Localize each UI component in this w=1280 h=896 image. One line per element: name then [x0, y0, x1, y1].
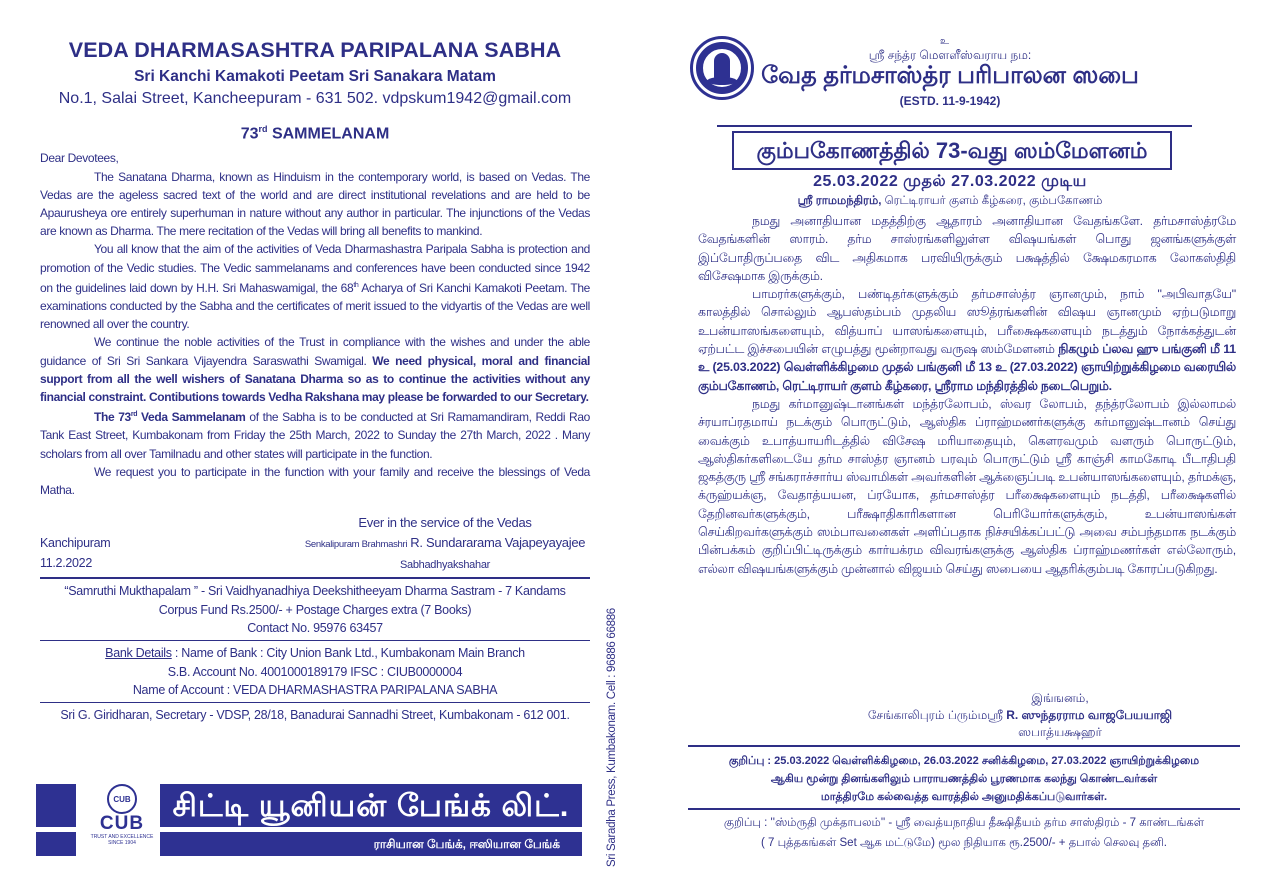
cub-wordmark: CUB [99, 813, 145, 834]
bank-details [40, 641, 590, 702]
para4-heading [94, 410, 245, 424]
note-attendance [688, 752, 1240, 806]
note1-line: குறிப்பு : 25.03.2022 வெள்ளிக்கிழமை, 26.03.2022 சனிக்கிழமை, 27.03.2022 ஞாயிற்றுக்கிழமை [728, 755, 1200, 767]
para3-appeal: We need physical, moral and financial support from all the well wishers of Sanatana Dharma so as to continue the activities without any financial constraint. Contibutions towards Vedha Rakshana may please be forwarded to our Secretary. [40, 353, 591, 404]
book-line: “Samruthi Mukthapalam ” - Sri Vaidhyanadhiya Deekshitheeyam Dharma Sastram - 7 Kandams [64, 584, 566, 599]
cub-emblem-icon: CUB [107, 784, 137, 814]
bank-name-tamil: சிட்டி யூனியன் பேங்க் லிட். [160, 784, 582, 827]
note2-line: குறிப்பு : ''ஸ்ம்ருதி முக்தாபலம்'' - ஸ்ரீ வைத்யநாதிய தீக்ஷிதீயம் தர்ம சாஸ்திரம் - 7 காண்டங்கள் [723, 817, 1205, 829]
org-address: No.1, Salai Street, Kancheepuram - 631 502. vdpskum1942@gmail.com [58, 90, 572, 107]
service-line: Ever in the service of the Vedas [358, 515, 532, 531]
para2-event-details: நிகழும் ப்லவ ஹு பங்குனி மீ 11 உ (25.03.2022) வெள்ளிக்கிழமை முதல் பங்குனி மீ 13 உ (27.03.2022) ஞாயிற்றுக்கிழமை வரையில் கும்பகோணம், ரெட்டிராயர் குளம் கீழ்கரை, ஸ்ரீராம மந்திரத்தில் நடைபெறும். [698, 342, 1236, 393]
book-info [40, 579, 590, 640]
paragraph-4 [40, 406, 590, 463]
closing: இங்ஙனம், [1031, 691, 1089, 705]
paragraph-1: The Sanatana Dharma, known as Hinduism in the contemporary world, is based on Vedas. The Vedas are the ageless sacred text of the world and are direct institutional revelations and are held to be Apaurusheya ore entirely superhuman in nature without any author in particular. The injunctions of the Vedas are known as Dharma. The mere recitation of the Vedas will bring all benefits to mankind. [40, 169, 590, 239]
para2-text: You all know that the aim of the activities of Veda Dharmashastra Paripala Sabha is protection and promotion of the Vedic studies. The Vedic sammelanams and conferences have been conducted since 1942 on the guidelines laid down by H.H. Sri Mahaswamigal, the 68 [40, 242, 590, 295]
signatory [300, 513, 590, 575]
established-date: (ESTD. 11-9-1942) [899, 94, 1001, 108]
divider [717, 125, 1192, 127]
tamil-paragraph-1: நமது அனாதியான மதத்திற்கு ஆதாரம் அனாதியான வேதங்களே. தர்மசாஸ்த்ரமே வேதங்களின் ஸாரம். தர்ம சாஸ்ரங்களிலுள்ள விஷயங்கள் பொது ஜனங்களுக்குள் இப்போதிருப்பதை விட அதிகமாக பரவியிருக்கும் பக்ஷத்தில் க்ஷேமகரமாக லோகஸ்திதி விசேஷமாக இருக்கும். [698, 214, 1236, 283]
note2-line: ( 7 புத்தகங்கள் Set ஆக மட்டுமே) மூல நிதியாக ரூ.2500/- + தபால் செலவு தனி. [760, 837, 1167, 849]
tamil-signature-block [790, 690, 1250, 741]
sammelanam-heading [40, 118, 590, 145]
venue-address: ரெட்டிராயர் குளம் கீழ்கரை, கும்பகோணம் [881, 195, 1103, 207]
event-title-box: கும்பகோணத்தில் 73-வது ஸம்மேளனம் [732, 131, 1172, 170]
note1-line: ஆகிய மூன்று தினங்களிலும் பாராயணத்தில் பூரணமாக கலந்து கொண்டவர்கள் [770, 773, 1158, 785]
tamil-paragraph-2 [698, 285, 1236, 395]
logo-since: SINCE 1904 [108, 840, 136, 846]
banner-block [36, 784, 76, 827]
para3-text: We continue the noble activities of the Trust in compliance with the wishes and under the able guidance of Sri Sri Sankara Vijayendra Saraswathi Swamigal. [40, 335, 590, 368]
tamil-letter-body [698, 212, 1236, 578]
note1-line: மாத்திரமே கல்வைத்த வாரத்தில் அனுமதிக்கப்படுவார்கள். [820, 791, 1108, 803]
para4-text: of the Sabha is to be conducted at Sri Ramamandiram, Reddi Rao Tank East Street, Kumbakonam from Friday the 25th March, 2022 to Sunday the 27th March, 2022 . Many scholars from all over Tamilnadu and other states will participate in the function. [40, 410, 590, 461]
banner-block [36, 832, 76, 856]
ordinal-suffix: rd [258, 124, 268, 134]
para4-bold-b: Veda Sammelanam [137, 410, 246, 425]
note-books [688, 813, 1240, 853]
bank-name: : Name of Bank : City Union Bank Ltd., Kumbakonam Main Branch [171, 646, 525, 661]
para2-text: பாமரர்களுக்கும், பண்டிதர்களுக்கும் தர்மசாஸ்த்ர ஞானமும், நாம் ''அபிவாதயே'' காலத்தில் சொல்லும் ஆபஸ்தம்பம் முதலிய ஸூத்ரங்களின் விஷய ஞானமும் ஏற்படுமாறு உபன்யாஸங்களையும், வித்யாப் யாஸங்களையும், பரீக்ஷைகளையும் நடத்தும் நோக்கத்துடன் ஏற்பட்ட இச்சபையின் எழுபத்து மூன்றாவது வருஷ ஸம்மேளனம் [698, 287, 1236, 357]
divider [688, 745, 1240, 747]
place-date [40, 533, 110, 573]
cub-logo [84, 784, 160, 856]
place: Kanchipuram [40, 536, 111, 551]
para2-text-cont: Acharya of Sri Kanchi Kamakoti Peetam. The examinations conducted by the Sabha and the certificates of merit issued to the vidyartis of the Vedas are well renowned all over the country. [40, 280, 590, 332]
event-venue [700, 192, 1200, 210]
divider [688, 808, 1240, 810]
signatory-name: R. ஸுந்தரராம வாஜபேயயாஜி [1006, 708, 1173, 722]
seal-base [707, 77, 737, 85]
bank-label: Bank Details [105, 646, 172, 661]
logo-tagline: TRUST AND EXCELLENCE [90, 834, 154, 840]
invocation: ஸ்ரீ சந்த்ர மௌளீஸ்வராய நம: [868, 48, 1032, 62]
bank-advertisement-banner [30, 781, 582, 857]
event-dates: 25.03.2022 முதல் 27.03.2022 முடிய [813, 173, 1087, 190]
contact-line: Contact No. 95976 63457 [247, 621, 383, 636]
letter-body [40, 149, 590, 499]
english-invitation-page [40, 36, 590, 727]
bank-slogan-tamil: ராசியான பேங்க், ஈஸியான பேங்க் [160, 832, 582, 856]
tamil-paragraph-3: நமது கர்மானுஷ்டானங்கள் மந்த்ரலோபம், ஸ்வர லோபம், தந்த்ரலோபம் இல்லாமல் ச்ரயாப்ரதமாய் நடக்கும் பொருட்டும், ஆஸ்திக ப்ராஹ்மணர்களுக்கு கர்மானுஷ்டானம் செய்து வைக்கும் உபாத்யாயரிடத்தில் விசேஷ மரியாதையும், கௌரவமும் வளரும் பொருட்டும், ஆஸ்திகர்களிடையே தர்ம சாஸ்த்ர ஞானம் பரவும் பொருட்டும் ஸ்ரீ காஞ்சி காமகோடி பீடாதிபதி ஜகத்குரு ஸ்ரீ சங்கராச்சார்ய ஸ்வாமிகள் அவர்களின் ஆக்ஞைப்படி உபன்யாஸங்களையும், தர்மக்ஞ, க்ருஹ்யக்ஞ, வேதாத்யயன, ப்ரயோக, தர்மசாஸ்த்ர பரீக்ஷைகளையும் நடத்தி, பரீக்ஷைகளில் தேறினவர்களுக்கும், பரீக்ஷாதிகாரிகளான பெரியோர்களுக்கும், உபன்யாஸங்கள் செய்கிறவர்களுக்கும் ஸம்பாவனைகள் அளிப்பதாக நிச்சயிக்கப்பட்டு அவை சம்பந்தமாக நடக்கும் பின்பக்கம் குறிப்பிட்டிருக்கும் கார்யக்ரம விவரங்களுக்கு ஆஸ்திக ப்ராஹ்மணர்கள் எல்லோரும், எல்லா விஷயங்களுக்கும் முன்னால் விஜயம் செய்து ஸபையை ஆதரிக்கும்படி கோரப்படுகிறது. [698, 396, 1236, 576]
signature-block [40, 513, 590, 577]
ordinal-suffix: th [353, 281, 359, 289]
para4-bold-a: The 73 [94, 410, 131, 425]
tamil-signatory [790, 707, 1250, 724]
u-mark: உ [940, 36, 950, 47]
signatory-title: ஸபாத்யக்ஷஹர் [1018, 725, 1102, 739]
account-name: Name of Account : VEDA DHARMASHASTRA PARIPALANA SABHA [132, 683, 498, 698]
org-subtitle: Sri Kanchi Kamakoti Peetam Sri Sanakara Matam [134, 68, 496, 85]
sabha-seal-icon [690, 36, 754, 100]
greeting: Dear Devotees, [40, 151, 119, 166]
signatory-prefix: சேங்காலிபுரம் ப்ரும்மஸ்ரீ [867, 708, 1007, 722]
corpus-line: Corpus Fund Rs.2500/- + Postage Charges extra (7 Books) [158, 602, 472, 617]
signatory-title: Sabhadhyakshahar [400, 559, 490, 572]
paragraph-2 [40, 240, 590, 333]
signatory-prefix: Senkalipuram Brahmashri [304, 539, 408, 551]
org-title-tamil: வேத தர்மசாஸ்த்ர பரிபாலன ஸபை [761, 62, 1139, 89]
org-title-english: VEDA DHARMASASHTRA PARIPALANA SABHA [68, 38, 562, 62]
secretary-address: Sri G. Giridharan, Secretary - VDSP, 28/18, Banadurai Sannadhi Street, Kumbakonam - 612 001. [60, 708, 570, 723]
venue-name: ஸ்ரீ ராமமந்திரம், [797, 195, 882, 207]
paragraph-5: We request you to participate in the function with your family and receive the blessings of Veda Matha. [40, 464, 590, 497]
ordinal-suffix: rd [130, 411, 138, 419]
signatory-name: R. Sundararama Vajapeyayajee [410, 535, 586, 551]
sammelanam-word: SAMMELANAM [271, 125, 390, 143]
sammelanam-number: 73 [240, 125, 259, 143]
paragraph-3 [40, 333, 590, 406]
letter-date: 11.2.2022 [40, 556, 92, 571]
printer-credit: Sri Saradha Press, Kumbakonam. Cell : 96886 66886 [606, 608, 618, 867]
account-number: S.B. Account No. 4001000189179 IFSC : CIUB0000004 [167, 664, 463, 679]
